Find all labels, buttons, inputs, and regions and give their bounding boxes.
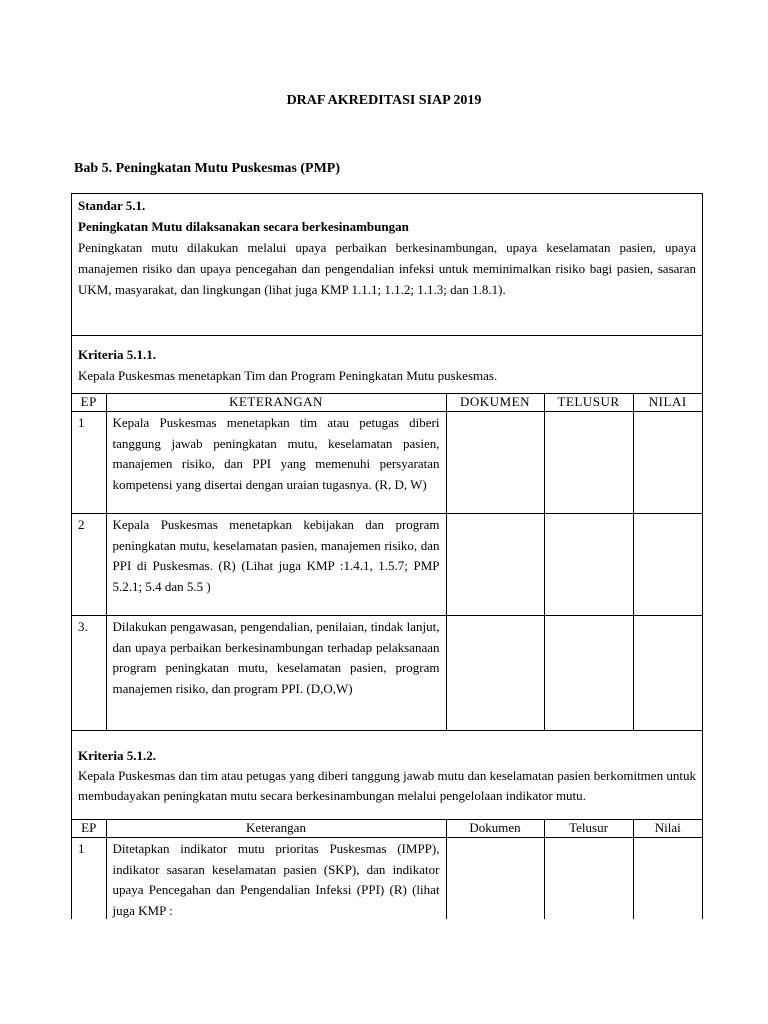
col-header-telusur: TELUSUR	[544, 394, 633, 412]
table-header-row	[72, 820, 702, 838]
table-header-row	[72, 394, 702, 412]
criteria-1-number: Kriteria 5.1.1.	[78, 347, 156, 362]
criteria-1-table	[72, 393, 702, 731]
criteria-2-table	[72, 819, 702, 919]
telusur-cell	[544, 514, 633, 616]
dokumen-cell	[446, 412, 544, 514]
nilai-cell	[633, 412, 702, 514]
criteria-1-text: Kepala Puskesmas menetapkan Tim dan Program Peningkatan Mutu puskesmas.	[78, 368, 498, 383]
standard-text: Peningkatan mutu dilakukan melalui upaya perbaikan berkesinambungan, upaya keselamatan pasien, upaya manajemen risiko dan upaya pencegahan dan pengendalian infeksi untuk meminimalkan risiko bagi pasien, sasaran UKM, masyarakat, dan lingkungan (lihat juga KMP 1.1.1; 1.1.2; 1.1.3; dan 1.8.1).	[78, 240, 696, 297]
table-row	[72, 838, 702, 920]
col-header-keterangan: Keterangan	[106, 820, 446, 838]
ep-number: 2	[72, 514, 106, 616]
telusur-cell	[544, 838, 633, 920]
ep-number: 3.	[72, 616, 106, 731]
standard-number: Standar 5.1.	[78, 198, 146, 213]
standard-heading: Peningkatan Mutu dilaksanakan secara berkesinambungan	[78, 219, 409, 234]
col-header-nilai: NILAI	[633, 394, 702, 412]
ep-number: 1	[72, 838, 106, 920]
table-row	[72, 514, 702, 616]
table-row	[72, 616, 702, 731]
telusur-cell	[544, 412, 633, 514]
ep-number: 1	[72, 412, 106, 514]
ep-description: Kepala Puskesmas menetapkan kebijakan dan program peningkatan mutu, keselamatan pasien, manajemen risiko, dan PPI di Puskesmas. (R) (Lihat juga KMP :1.4.1, 1.5.7; PMP 5.2.1; 5.4 dan 5.5 )	[106, 514, 446, 616]
criteria-2-number: Kriteria 5.1.2.	[78, 748, 156, 763]
table-row	[72, 412, 702, 514]
standard-frame	[71, 193, 703, 919]
ep-description: Kepala Puskesmas menetapkan tim atau petugas diberi tanggung jawab peningkatan mutu, keselamatan pasien, manajemen risiko, dan PPI yang memenuhi persyaratan kompetensi yang disertai dengan uraian tugasnya. (R, D, W)	[106, 412, 446, 514]
col-header-dokumen: DOKUMEN	[446, 394, 544, 412]
telusur-cell	[544, 616, 633, 731]
col-header-keterangan: KETERANGAN	[106, 394, 446, 412]
criteria-2-section	[72, 731, 702, 819]
dokumen-cell	[446, 514, 544, 616]
col-header-dokumen: Dokumen	[446, 820, 544, 838]
ep-description: Dilakukan pengawasan, pengendalian, penilaian, tindak lanjut, dan upaya perbaikan berkesinambungan terhadap pelaksanaan program peningkatan mutu, keselamatan pasien, program manajemen risiko, dan program PPI. (D,O,W)	[106, 616, 446, 731]
col-header-telusur: Telusur	[544, 820, 633, 838]
chapter-heading: Bab 5. Peningkatan Mutu Puskesmas (PMP)	[74, 161, 341, 176]
ep-description: Ditetapkan indikator mutu prioritas Puskesmas (IMPP), indikator sasaran keselamatan pasien (SKP), dan indikator upaya Pencegahan dan Pengendalian Infeksi (PPI) (R) (lihat juga KMP :	[106, 838, 446, 920]
document-title: DRAF AKREDITASI SIAP 2019	[286, 93, 482, 108]
col-header-ep: EP	[72, 820, 106, 838]
criteria-2-text: Kepala Puskesmas dan tim atau petugas yang diberi tanggung jawab mutu dan keselamatan pasien berkomitmen untuk membudayakan peningkatan mutu secara berkesinambungan melalui pengelolaan indikator mutu.	[78, 768, 696, 803]
col-header-nilai: Nilai	[633, 820, 702, 838]
nilai-cell	[633, 514, 702, 616]
nilai-cell	[633, 838, 702, 920]
dokumen-cell	[446, 838, 544, 920]
col-header-ep: EP	[72, 394, 106, 412]
nilai-cell	[633, 616, 702, 731]
dokumen-cell	[446, 616, 544, 731]
standard-section	[72, 194, 702, 336]
criteria-1-section	[72, 336, 702, 393]
